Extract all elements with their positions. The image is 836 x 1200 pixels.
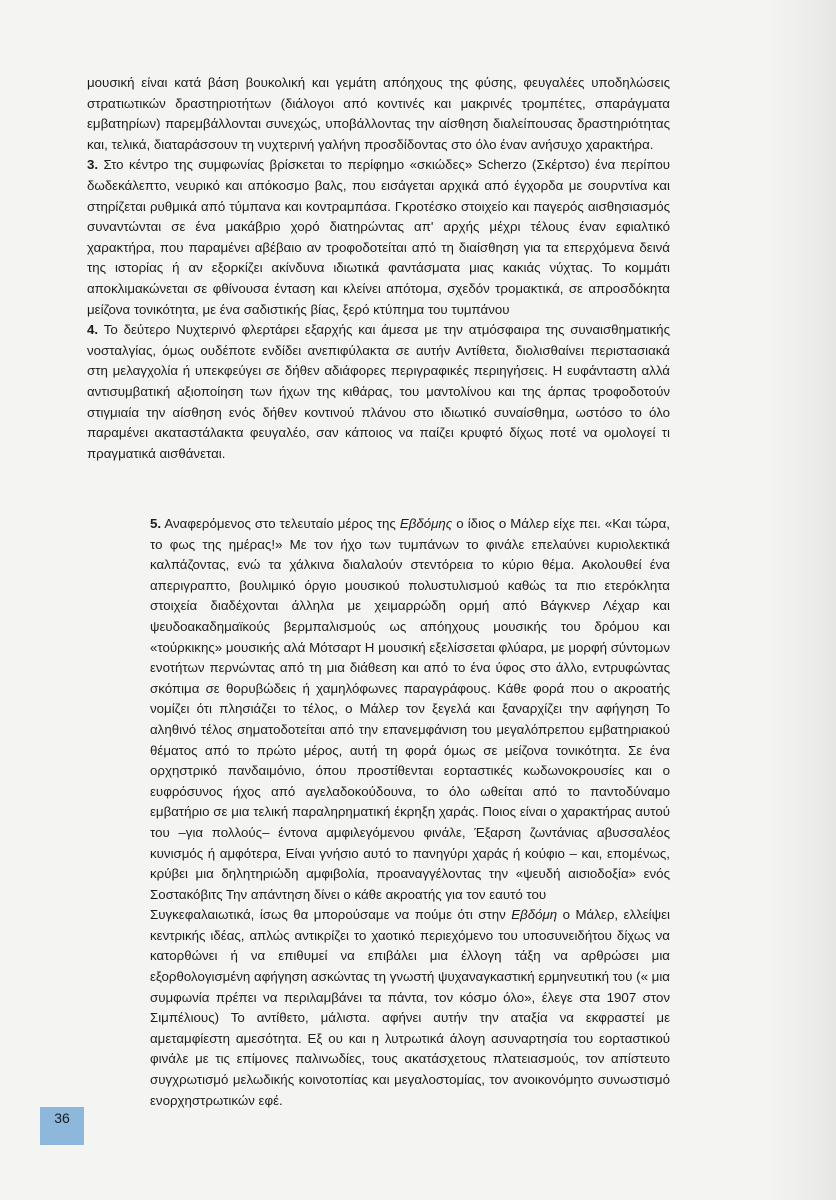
paragraph-text-pre: Συγκεφαλαιωτικά, ίσως θα μπορούσαμε να πούμε ότι στην	[150, 907, 512, 923]
paragraph-4	[87, 320, 670, 464]
paragraph-emphasis: Εβδόμης	[399, 516, 453, 531]
paragraph-text-post: ο Μάλερ, ελλείψει κεντρικής ιδέας, απλώς αντικρίζει το χαοτικό περιεχόμενο του υποσυνειδήτου δίχως να κατορθώνει ή να επιθυμεί να επιβάλει μια έλλογη τάξη να αρθρώσει μια εξορθολογισμένη αφήγηση ασκώντας τη γνωστή ψυχαναγκαστική ερμηνευτική του (« μια συμφωνία πρέπει να περιλαμβάνει τα πάντα, τον κόσμο όλο», έλεγε στα 1907 στον Σιμπέλιους) Το αντίθετο, μάλιστα. αφήνει αυτήν την αταξία να εκφραστεί με αμεταμφίεστη αμεσότητα. Εξ ου και η λυτρωτικά άλογη ασυναρτησία του εορταστικού φινάλε με τις επίμονες παλινωδίες, τους ακατάσχετους πλατειασμούς, τον απίστευτο συγχρωτισμό μελωδικής κοινοτοπίας και μεγαλοστομίας, τον ανοικονόμητο συνωστισμό ενορχηστρωτικών εφέ.	[150, 907, 670, 1108]
paragraph-emphasis: Εβδόμη	[511, 907, 558, 923]
paragraph-text-pre: Αναφερόμενος στο τελευταίο μέρος της	[164, 516, 400, 531]
paragraph-summary	[150, 905, 670, 1111]
page-number: 36	[54, 1110, 70, 1126]
page-number-badge	[40, 1107, 84, 1145]
paragraph-text-post: ο ίδιος ο Μάλερ είχε πει. «Και τώρα, το φως της ημέρας!» Με τον ήχο των τυμπάνων το φινάλε επελαύνει κυριολεκτικά καλπάζοντας, ενώ τα χάλκινα διαλαλούν στεντόρεια το κύριο θέμα. Ακολουθεί ένα απεριγραπτο, βουλιμικό όργιο μουσικού πολυστυλισμού καθώς τα πιο ετερόκλητα στοιχεία διαδέχονται άλληλα με χειμαρρώδη ορμή από Βάγκνερ Λέχαρ και ψευδοακαδημαϊκούς βερμπαλισμούς ως απόηχους μουσικής του δρόμου και «τούρκικης» μουσικής αλά Μότσαρτ Η μουσική εξελίσσεται φλύαρα, με μορφή σύντομων ενοτήτων περνώντας από τη μια διάθεση και από το ένα ύφος στο άλλο, εντρυφώντας σκόπιμα σε θορυβώδεις ή χαμηλόφωνες παραγράφους. Κάθε φορά που ο ακροατής νομίζει ότι πλησιάζει το τέλος, ο Μάλερ τον ξεγελά και ξαναρχίζει την αφήγηση Το αληθινό τέλος σηματοδοτείται από την επανεμφάνιση του μεγαλόπρεπου εμβατηριακού θέματος από το πρώτο μέρος, αυτή τη φορά όμως σε μείζονα τονικότητα. Σε ένα ορχηστρικό πανδαιμόνιο, όπου προστίθενται εορταστικές κωδωνοκρουσίες και ο ευφρόσυνος ήχος από αγελαδοκούδουνα, το όλο ωθείται από το παντοδύναμο εμβατήριο σε μια τελική παραληρηματική έκρηξη χαράς. Ποιος είναι ο χαρακτήρας αυτού του –για πολλούς– έντονα αμφιλεγόμενου φινάλε, Έξαρση ζωντάνιας αβυσσαλέος κυνισμός ή αμφότερα, Είναι γνήσιο αυτό το πανηγύρι χαράς ή κούφιο – και, επομένως, κρύβει μια δηλητηριώδη αμφιβολία, προαναγγέλοντας την «ψευδή αισιοδοξία» ενός Σοστακόβιτς Την απάντηση δίνει ο κάθε ακροατής για τον εαυτό του	[150, 516, 670, 902]
paragraph-number: 4.	[87, 322, 99, 338]
text-column-bottom	[150, 514, 670, 1111]
paragraph-number: 5.	[150, 516, 162, 531]
paragraph-text: Το δεύτερο Νυχτερινό φλερτάρει εξαρχής και άμεσα με την ατμόσφαιρα της συναισθηματικής νοσταλγίας, όμως ουδέποτε ενδίδει ανεπιφύλακτα σε αυτήν Αντίθετα, διολισθαίνει περιστασιακά στη μελαγχολία ή υπεκφεύγει σε δήθεν αδιάφορες περιγραφικές περιηγήσεις. Η ευφάνταστη αλλά αντισυμβατική αξιοποίηση των ήχων της κιθάρας, του μαντολίνου και της άρπας τροφοδοτούν στιγμιαία την αίσθηση ενός δήθεν κοντινού πλάνου στο ιδιωτικό συναίσθημα, ωστόσο το όλο παραμένει ακαταστάλακτα φευγαλέο, σαν κάποιος να παίζει κρυφτό δίχως ποτέ να ομολογεί τι πραγματικά αισθάνεται.	[87, 322, 670, 461]
page-edge-shadow	[766, 0, 836, 1200]
paragraph-text: Στο κέντρο της συμφωνίας βρίσκεται το περίφημο «σκιώδες» Scherzo (Σκέρτσο) ένα περίπου δωδεκάλεπτο, νευρικό και απόκοσμο βαλς, που εισάγεται αρχικά από έγχορδα με σουρντίνα και στηρίζεται ρυθμικά από τύμπανα και κοντραμπάσα. Γκροτέσκο στοιχείο και παγερός αισθησιασμός συναντώνται σε ένα μακάβριο χορό διατηρώντας απ' αρχής μέχρι τέλους έναν εφιαλτικό χαρακτήρα, που παραμένει αβέβαιο αν τροφοδοτείται από τη διαίσθηση για τα επερχόμενα δεινά της ιστορίας ή αν εξορκίζει ακίνδυνα ιδιωτικά φαντάσματα μιας κακιάς νύχτας. Το κομμάτι αποκλιμακώνεται σε φθίνουσα ένταση και κλείνει απότομα, σχεδόν τρομακτικά, σε απροσδόκητα μείζονα τονικότητα, με ένα σαδιστικής βίας, ξερό κτύπημα του τυμπάνου	[87, 157, 670, 317]
paragraph-number: 3.	[87, 157, 99, 173]
paragraph-2-continued	[87, 73, 670, 155]
paragraph-3	[87, 155, 670, 320]
paragraph-5	[150, 514, 670, 905]
text-column-top	[87, 73, 670, 464]
paragraph-text: μουσική είναι κατά βάση βουκολική και γεμάτη απόηχους της φύσης, φευγαλέες υποδηλώσεις στρατιωτικών δραστηριοτήτων (διάλογοι από κοντινές και μακρινές τρομπέτες, σπαράγματα εμβατηρίων) παρεμβάλλονται συνεχώς, υποβάλλοντας την αίσθηση διαλείπουσας δραστηριότητας και, τελικά, διαταράσσουν τη νυχτερινή γαλήνη προσδίδοντας στο όλο έναν ανήσυχο χαρακτήρα.	[87, 75, 670, 152]
